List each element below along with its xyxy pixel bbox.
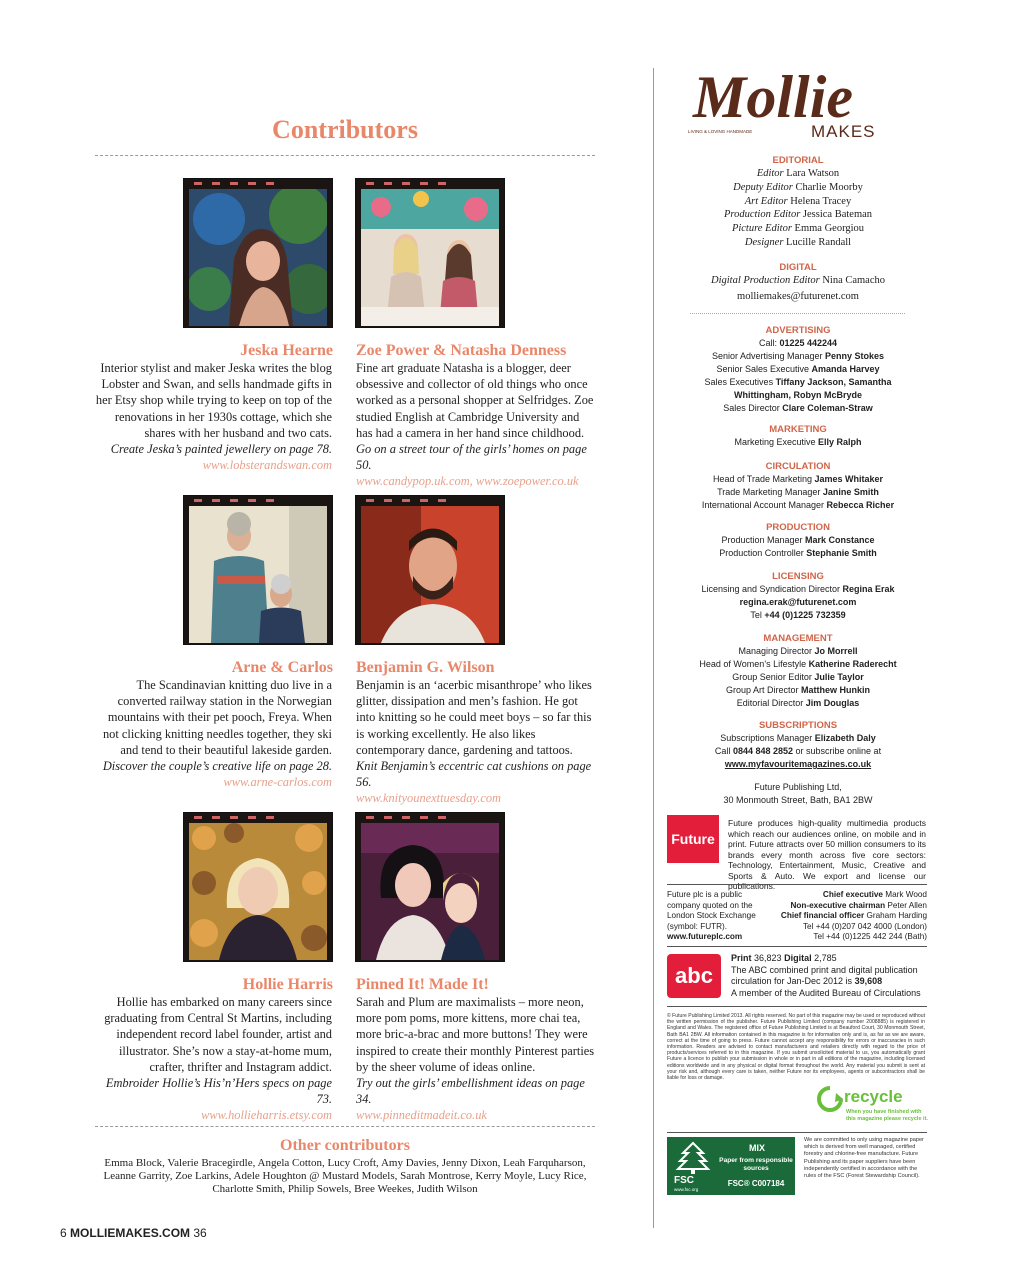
logo-tagline: LIVING & LOVING HANDMADE [688, 129, 753, 134]
contributor-url[interactable]: www.candypop.uk.com, www.zoepower.co.uk [356, 474, 579, 489]
contributor-name: Benjamin G. Wilson [356, 659, 495, 676]
masthead-marketing: MARKETING Marketing Executive Elly Ralph [734, 424, 862, 447]
contributor-teaser: Create Jeska’s painted jewellery on page 78. [110, 442, 332, 457]
photo-hollie-harris [183, 812, 333, 962]
column-divider [653, 68, 654, 1228]
portrait-image [189, 823, 327, 960]
fsc-badge: FSC www.fsc.org MIX Paper from responsible sources FSC® C007184 [667, 1137, 795, 1195]
photo-benjamin-wilson [355, 495, 505, 645]
fsc-tree-icon [673, 1141, 713, 1175]
contributor-name: Pinned It! Made It! [356, 976, 489, 993]
rule [667, 1132, 927, 1133]
digital-email[interactable]: molliemakes@futurenet.com [737, 290, 859, 302]
contributor-bio-arne: The Scandinavian knitting duo live in a converted railway station in the Norwegian mountains with their pet pooch, Freya. When not clicking knitting needles together, they ski and tend to their beautiful lakeside garden. Discover the couple’s creative life on page 28. www.arne-carlos.com [92, 677, 332, 790]
other-divider [95, 1126, 595, 1127]
logo-word-mollie: Mollie [693, 64, 853, 130]
contributor-bio-zoe: Fine art graduate Natasha is a blogger, deer obsessive and collector of old things who once worked as a personal shopper at Selfridges. Zoe studied English at Cambridge University and has had a camera in her hand since childhood. Go on a street tour of the girls’ homes on page 50. www.candypop.uk.com, www.zoepower.co.uk [356, 360, 596, 490]
legal-notice: © Future Publishing Limited 2013. All rights reserved. No part of this magazine may be used or reproduced without the written permission of the publisher. Future Publishing Limited (company number 2008885) is registered in England and Wales. The registered office of Future Publishing Limited is at Beauford Court, 30 Monmouth Street, Bath BA1 2BW. All information contained in this magazine is for information only and is, as far as we are aware, correct at the time of going to press. Future cannot accept any responsibility for errors or inaccuracies in such information. Readers are advised to contact manufacturers and retailers directly with regard to the price of products/services referred to in this magazine. If you submit unsolicited material to us, you automatically grant Future a licence to publish your submission in whole or in part in all editions of the magazine, including licensed editions worldwide and in any physical or digital format throughout the world. Any material you submit is sent at your risk and, although every care is taken, neither Future nor its employees, agents or subcontractors shall be liable for loss or damage. [667, 1013, 926, 1082]
masthead-production: PRODUCTION Production Manager Mark Constance Production Controller Stephanie Smith [719, 522, 877, 558]
recycle-icon [816, 1085, 844, 1115]
contributor-bio-jeska: Interior stylist and maker Jeska writes the blog Lobster and Swan, and sells handmade gifts in her Etsy shop while trying to keep on top of the renovations in her 1930s cottage, which she shares with her husband and two cats. Create Jeska’s painted jewellery on page 78. www.lobsterandswan.com [92, 360, 332, 473]
portrait-image [189, 506, 327, 643]
masthead-circulation: CIRCULATION Head of Trade Marketing James Whitaker Trade Marketing Manager Janine Smith International Account Manager Rebecca Richer [701, 461, 895, 510]
contributor-name: Zoe Power & Natasha Denness [356, 342, 567, 359]
abc-circulation: Print 36,823 Digital 2,785 The ABC combined print and digital publication circulation for Jan-Dec 2012 is 39,608 A member of the Audited Bureau of Circulations [731, 953, 921, 998]
licensing-email[interactable]: regina.erak@futurenet.com [739, 597, 857, 607]
recycle-badge: recycle When you have finished with this magazine please recycle it. [816, 1085, 931, 1127]
portrait-image [361, 189, 499, 326]
contributor-bio-hollie: Hollie has embarked on many careers since graduating from Central St Martins, including independent record label founder, artist and illustrator. She’s now a stay-at-home mum, crafter, thrifter and Instagram addict. Embroider Hollie’s His’n’Hers specs on page 73. www.hollieharris.etsy.com [92, 994, 332, 1124]
contributor-bio-pinned: Sarah and Plum are maximalists – more neon, more pom poms, more kittens, more chai tea, more bric-a-brac and more buttons! They were inspired to create their monthly Pinterest parties by the sheer volume of ideas online. Try out the girls’ embellishment ideas on page 34. www.pinneditmadeit.co.uk [356, 995, 595, 1123]
contributor-url[interactable]: www.hollieharris.etsy.com [201, 1108, 332, 1123]
portrait-image [361, 506, 499, 643]
other-contributors-list: Emma Block, Valerie Bracegirdle, Angela Cotton, Lucy Croft, Amy Davies, Jenny Dixon, Leah Farquharson, Leanne Garrity, Zoe Larkins, Adele Houghton @ Mustard Models, Sarah Montrose, Kerry Moyle, Lucy Rice, Charlotte Smith, Philip Sowels, Bree Weekes, Judith Wilson [103, 1157, 587, 1195]
contributor-name: Jeska Hearne [240, 342, 333, 359]
contributor-teaser: Discover the couple’s creative life on page 28. [102, 759, 332, 774]
company-info: Future plc is a public company quoted on the London Stock Exchange (symbol: FUTR). www.futureplc.com [667, 890, 756, 941]
contributor-teaser: Go on a street tour of the girls’ homes on page 50. [356, 442, 587, 473]
contributor-name: Hollie Harris [242, 976, 333, 993]
other-contributors-title: Other contributors [280, 1137, 410, 1154]
masthead-digital: Digital Production Editor Nina Camacho molliemakes@futurenet.com [666, 274, 930, 304]
rule [667, 946, 927, 947]
portrait-image [189, 189, 327, 326]
fsc-statement: We are committed to only using magazine paper which is derived from well managed, certified forestry and chlorine-free manufacture. Future Publishing and its paper suppliers have been independently certified in accordance with the rules of the FSC (Forest Stewardship Council). [804, 1137, 924, 1180]
contributor-url[interactable]: www.knityounexttuesday.com [356, 791, 501, 806]
rule [667, 1006, 927, 1007]
subscriptions-url[interactable]: www.myfavouritemagazines.co.uk [724, 759, 872, 769]
publisher-address: Future Publishing Ltd, 30 Monmouth Street, Bath, BA1 2BW [723, 782, 873, 805]
photo-zoe-natasha [355, 178, 505, 328]
photo-arne-carlos [183, 495, 333, 645]
abc-logo: abc [667, 954, 721, 998]
mollie-makes-logo [685, 55, 910, 145]
masthead-divider [690, 313, 905, 314]
logo-word-makes: MAKES [811, 122, 876, 141]
contributor-url[interactable]: www.lobsterandswan.com [202, 458, 332, 473]
masthead-subscriptions: SUBSCRIPTIONS Subscriptions Manager Elizabeth Daly Call 0844 848 2852 or subscribe online at www.myfavouritemagazines.co.uk [714, 720, 882, 769]
contributor-name: Arne & Carlos [231, 659, 333, 676]
masthead-management: MANAGEMENT Managing Director Jo Morrell Head of Women’s Lifestyle Katherine Raderecht Group Senior Editor Julie Taylor Group Art Director Matthew Hunkin Editorial Director Jim Douglas [699, 633, 897, 708]
contributor-teaser: Try out the girls’ embellishment ideas on page 34. [356, 1076, 585, 1107]
photo-jeska-hearne [183, 178, 333, 328]
portrait-image [361, 823, 499, 960]
masthead-advertising: ADVERTISING Call: 01225 442244 Senior Advertising Manager Penny Stokes Senior Sales Executive Amanda Harvey Sales Executives Tiffany Jackson, Samantha Whittingham, Robyn McBryde Sales Director Clare Coleman-Straw [704, 325, 892, 413]
masthead-digital-heading: DIGITAL [779, 262, 817, 273]
future-logo: Future [667, 815, 719, 863]
title-divider [95, 155, 595, 156]
masthead-editorial-heading: EDITORIAL [772, 155, 824, 166]
masthead-editorial: Editor Lara Watson Deputy Editor Charlie Moorby Art Editor Helena Tracey Production Editor Jessica Bateman Picture Editor Emma Georgiou Designer Lucille Randall [723, 168, 873, 248]
masthead-licensing: LICENSING Licensing and Syndication Director Regina Erak regina.erak@futurenet.com Tel +44 (0)1225 732359 [701, 571, 895, 620]
rule [667, 884, 927, 885]
future-blurb: Future produces high-quality multimedia products which reach our audiences online, on mobile and in print. Future attracts over 50 million consumers to its brands every month across five core sectors: Technology, Entertainment, Music, Creative and Sports & Auto. We export and license our publications. [728, 818, 926, 891]
photo-pinned-it-made-it [355, 812, 505, 962]
contributor-teaser: Knit Benjamin’s eccentric cat cushions on page 56. [356, 759, 592, 790]
page-title: Contributors [272, 115, 418, 144]
contributor-url[interactable]: www.arne-carlos.com [223, 775, 332, 790]
contributor-bio-benjamin: Benjamin is an ‘acerbic misanthrope’ who likes glitter, dissipation and men’s fashion. He got into knitting so he could meet boys – so far this is working excellently. He also likes contemporary dance, gardening and tattoos. Knit Benjamin’s eccentric cat cushions on page 56. www.knityounexttuesday.com [356, 677, 596, 807]
contributor-url[interactable]: www.pinneditmadeit.co.uk [356, 1108, 487, 1123]
company-officers: Chief executive Mark Wood Non-executive chairman Peter Allen Chief financial officer Graham Harding Tel +44 (0)207 042 4000 (London) Tel +44 (0)1225 442 244 (Bath) [780, 890, 927, 941]
folio: 6 MOLLIEMAKES.COM 36 [60, 1226, 207, 1240]
future-website[interactable]: www.futureplc.com [667, 932, 743, 941]
contributor-teaser: Embroider Hollie’s His’n’Hers specs on page 73. [105, 1076, 332, 1107]
